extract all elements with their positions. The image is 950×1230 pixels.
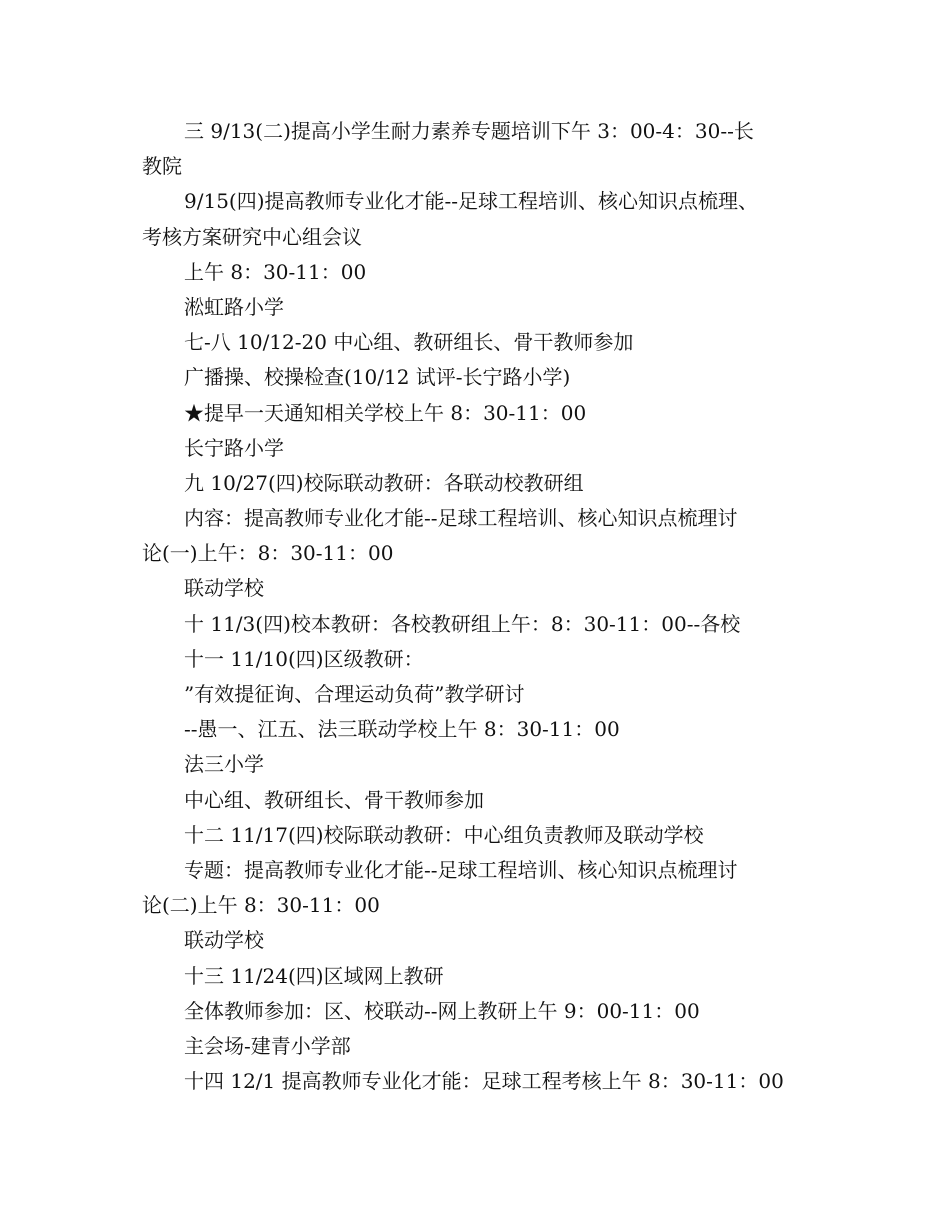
text-line: 十三 11/24(四)区域网上教研 <box>184 963 444 988</box>
text-line: 三 9/13(二)提高小学生耐力素养专题培训下午 3：00-4：30--长 <box>184 119 754 143</box>
text-line: 中心组、教研组长、骨干教师参加 <box>184 787 484 812</box>
text-line: 九 10/27(四)校际联动教研：各联动校教研组 <box>184 470 584 495</box>
text-line: 考核方案研究中心组会议 <box>142 224 362 249</box>
text-line: 专题：提高教师专业化才能--足球工程培训、核心知识点梳理讨 <box>184 857 738 882</box>
text-line: 十 11/3(四)校本教研：各校教研组上午：8：30-11：00--各校 <box>184 611 741 636</box>
text-line: 论(二)上午 8：30-11：00 <box>142 893 380 918</box>
text-line: 教院 <box>142 154 182 179</box>
text-line: 十四 12/1 提高教师专业化才能：足球工程考核上午 8：30-11：00 <box>184 1069 784 1094</box>
text-line: 广播操、校操检查(10/12 试评-长宁路小学) <box>184 365 571 390</box>
text-line: 论(一)上午：8：30-11：00 <box>142 541 394 566</box>
text-line: 内容：提高教师专业化才能--足球工程培训、核心知识点梳理讨 <box>184 506 738 531</box>
document-body <box>142 114 818 1099</box>
text-line: 全体教师参加：区、校联动--网上教研上午 9：00-11：00 <box>184 998 700 1023</box>
text-line: ★提早一天通知相关学校上午 8：30-11：00 <box>184 400 587 425</box>
text-line: 联动学校 <box>184 928 264 953</box>
text-line: 法三小学 <box>184 752 264 777</box>
text-line: 淞虹路小学 <box>184 294 284 319</box>
text-line: 联动学校 <box>184 576 264 601</box>
text-line: 十一 11/10(四)区级教研： <box>184 646 424 671</box>
text-line: 上午 8：30-11：00 <box>184 259 367 284</box>
text-line: 主会场-建青小学部 <box>184 1033 351 1058</box>
text-line: ”有效提征询、合理运动负荷”教学研讨 <box>184 682 525 706</box>
text-line: 长宁路小学 <box>184 435 284 460</box>
text-line: --愚一、江五、法三联动学校上午 8：30-11：00 <box>184 717 620 742</box>
text-line: 十二 11/17(四)校际联动教研：中心组负责教师及联动学校 <box>184 822 704 847</box>
text-line: 七-八 10/12-20 中心组、教研组长、骨干教师参加 <box>184 330 634 355</box>
text-line: 9/15(四)提高教师专业化才能--足球工程培训、核心知识点梳理、 <box>184 189 759 214</box>
